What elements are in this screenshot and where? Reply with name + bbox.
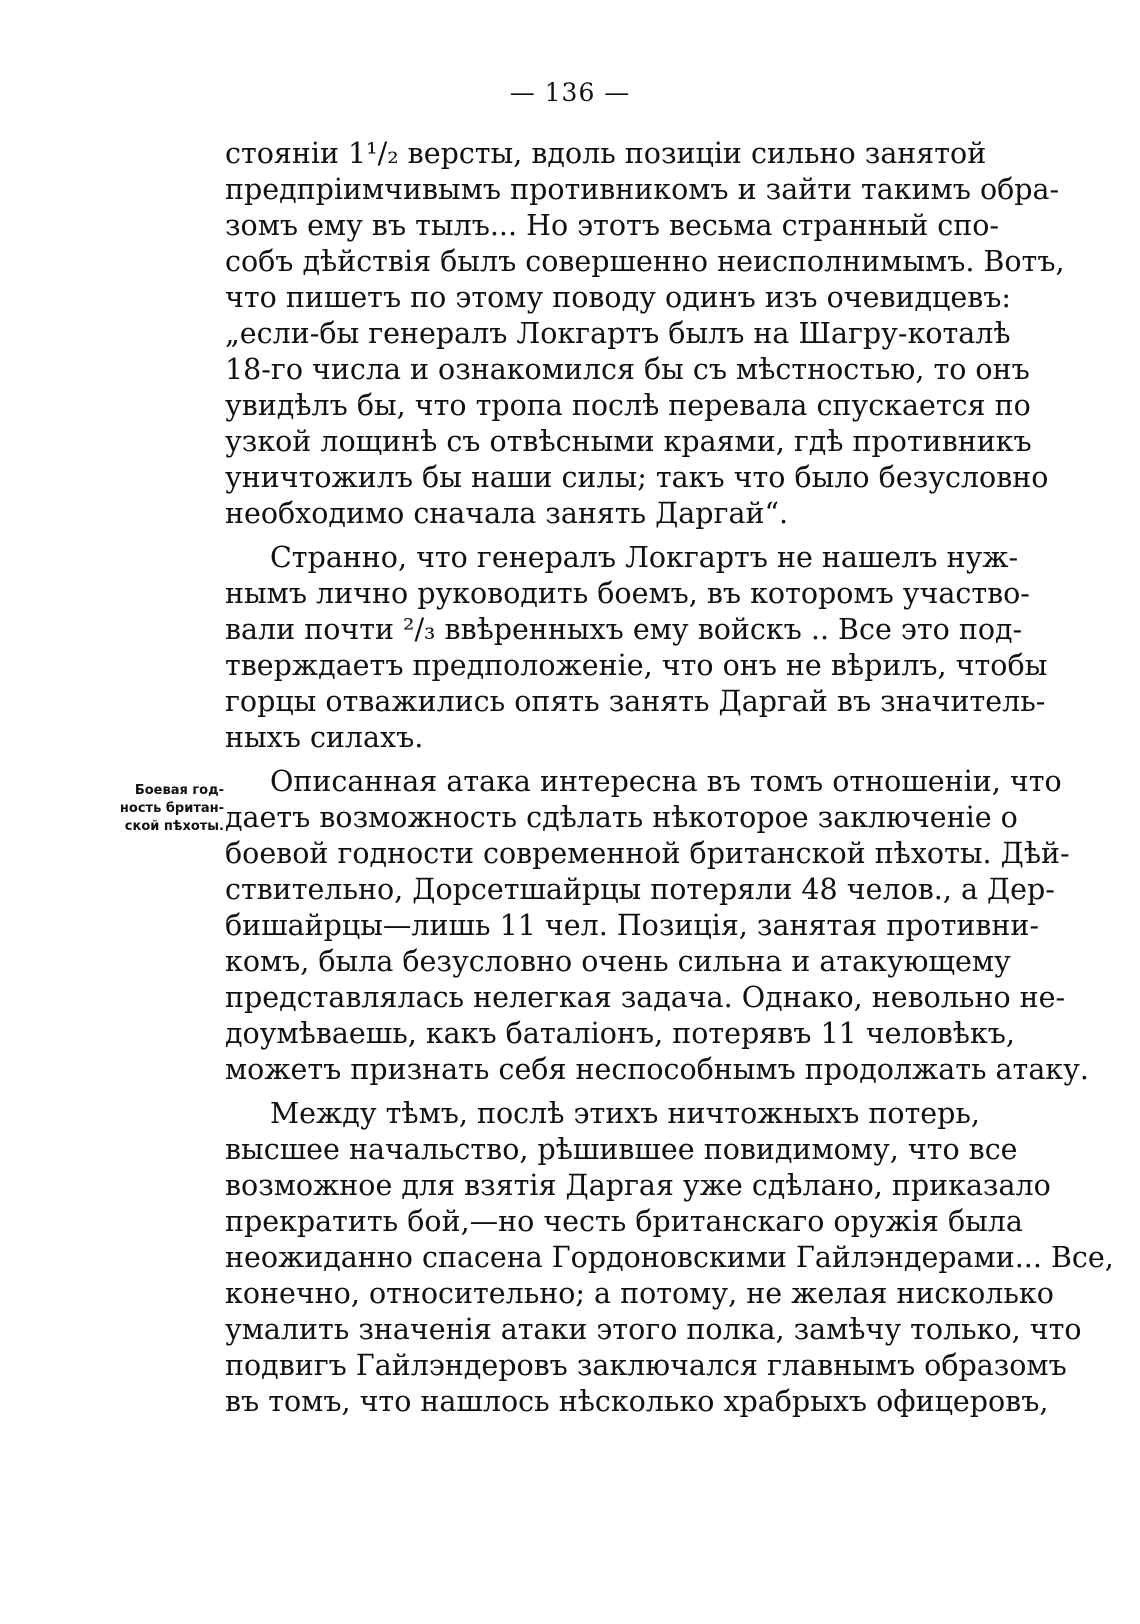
paragraph-4 — [225, 1096, 1114, 1420]
text-line: нымъ лично руководить боемъ, въ которомъ участво- — [225, 577, 1030, 610]
text-line: ствительно, Дорсетшайрцы потеряли 48 челов., а Дер- — [225, 873, 1055, 906]
text-line: что пишетъ по этому поводу одинъ изъ очевидцевъ: — [225, 281, 1012, 314]
text-line: конечно, относительно; а потому, не желая нисколько — [225, 1277, 1054, 1310]
text-line: подвигъ Гайлэндеровъ заключался главнымъ образомъ — [225, 1349, 1067, 1382]
margin-note-line: ской пѣхоты. — [124, 819, 224, 834]
text-line: тверждаетъ предположеніе, что онъ не вѣрилъ, чтобы — [225, 649, 1048, 682]
text-line: вали почти ²/₃ ввѣренныхъ ему войскъ .. Все это под- — [225, 613, 1023, 646]
margin-note-line: ность британ- — [119, 801, 224, 816]
text-line: Описанная атака интересна въ томъ отношеніи, что — [270, 765, 1062, 798]
text-line: предпріимчивымъ противникомъ и зайти такимъ обра- — [225, 173, 1060, 206]
text-line: узкой лощинѣ съ отвѣсными краями, гдѣ противникъ — [225, 425, 1032, 458]
text-line: даетъ возможность сдѣлать нѣкоторое заключеніе о — [225, 801, 1018, 834]
text-line: стояніи 1¹/₂ версты, вдоль позиціи сильно занятой — [225, 137, 987, 170]
paragraph-3 — [225, 764, 1089, 1088]
text-line: представлялась нелегкая задача. Однако, невольно не- — [225, 981, 1066, 1014]
margin-note — [96, 782, 224, 836]
page-number: — 136 — — [509, 78, 631, 107]
text-line: умалить значенія атаки этого полка, замѣчу только, что — [225, 1313, 1082, 1346]
text-line: высшее начальство, рѣшившее повидимому, что все — [225, 1133, 1018, 1166]
body-text — [225, 136, 1114, 1420]
text-line: уничтожилъ бы наши силы; такъ что было безусловно — [225, 461, 1049, 494]
text-line: собъ дѣйствія былъ совершенно неисполнимымъ. Вотъ, — [225, 245, 1065, 278]
paragraph-2 — [225, 540, 1048, 756]
text-line: бишайрцы—лишь 11 чел. Позиція, занятая противни- — [225, 909, 1040, 942]
paragraph-1 — [225, 136, 1065, 532]
text-line: комъ, была безусловно очень сильна и атакующему — [225, 945, 1011, 978]
text-line: Странно, что генералъ Локгартъ не нашелъ нуж- — [270, 541, 1019, 574]
text-line: увидѣлъ бы, что тропа послѣ перевала спускается по — [225, 389, 1031, 422]
text-line: въ томъ, что нашлось нѣсколько храбрыхъ офицеровъ, — [225, 1385, 1049, 1418]
text-line: ныхъ силахъ. — [225, 721, 424, 754]
text-line: 18-го числа и ознакомился бы съ мѣстностью, то онъ — [225, 353, 1030, 386]
text-line: неожиданно спасена Гордоновскими Гайлэндерами... Все, — [225, 1241, 1114, 1274]
text-line: „если-бы генералъ Локгартъ былъ на Шагру-коталѣ — [225, 317, 1011, 350]
text-line: горцы отважились опять занять Даргай въ значитель- — [225, 685, 1046, 718]
text-line: Между тѣмъ, послѣ этихъ ничтожныхъ потерь, — [270, 1097, 980, 1130]
margin-note-line: Боевая год- — [134, 783, 224, 798]
text-line: необходимо сначала занять Даргай“. — [225, 497, 789, 530]
text-line: зомъ ему въ тылъ... Но этотъ весьма странный спо- — [225, 209, 1000, 242]
text-line: боевой годности современной британской пѣхоты. Дѣй- — [225, 837, 1070, 870]
text-line: прекратить бой,—но честь британскаго оружія была — [225, 1205, 1023, 1238]
text-line: возможное для взятія Даргая уже сдѣлано, приказало — [225, 1169, 1051, 1202]
text-line: можетъ признать себя неспособнымъ продолжать атаку. — [225, 1053, 1089, 1086]
text-line: доумѣваешь, какъ баталіонъ, потерявъ 11 человѣкъ, — [225, 1017, 1015, 1050]
